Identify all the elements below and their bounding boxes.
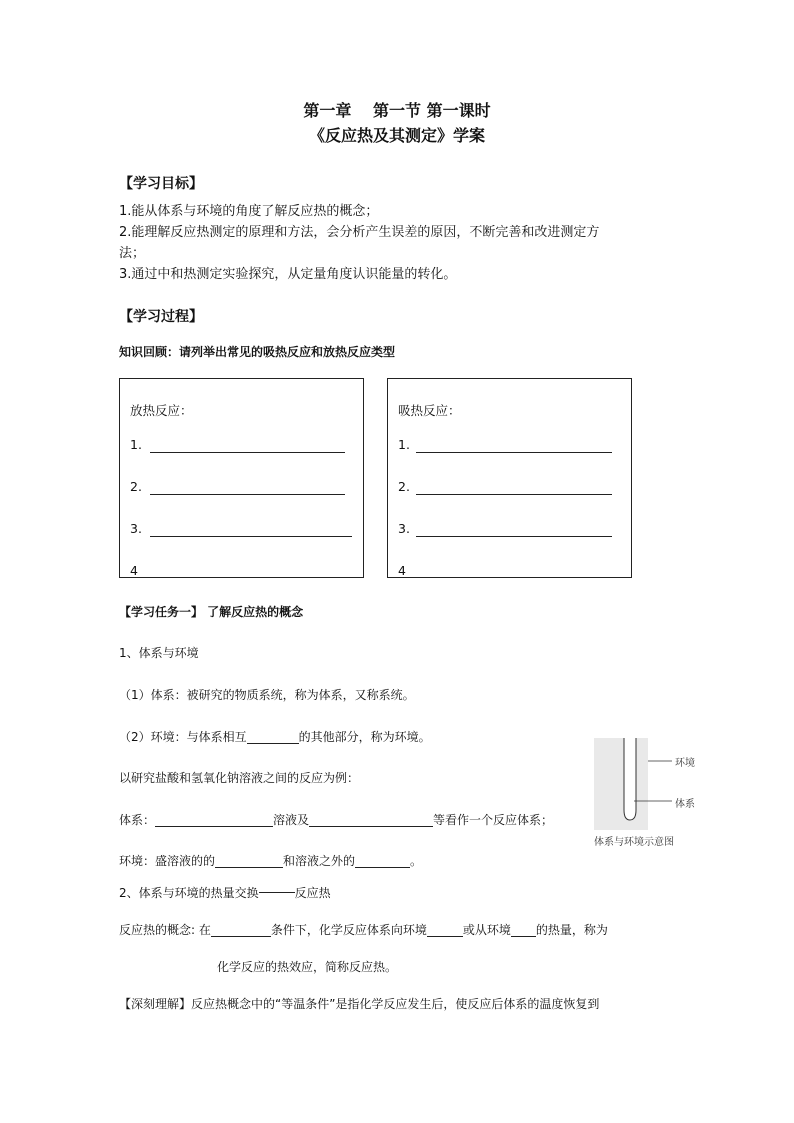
fill-blank[interactable] <box>511 922 536 937</box>
list-item-number: 3. <box>398 521 410 536</box>
endothermic-box <box>387 378 632 578</box>
text-segment: 或从环境 <box>462 923 511 937</box>
test-tube-icon <box>624 738 636 820</box>
text-segment: 2、体系与环境的热量交换 <box>119 886 259 900</box>
text-segment: 反应热的概念: 在 <box>119 923 211 937</box>
concept-sentence <box>119 921 608 938</box>
environment-sentence <box>119 852 422 869</box>
list-item-number: 4 <box>398 563 406 578</box>
concept-sentence-cont: 化学反应的热效应，简称反应热。 <box>217 960 398 974</box>
answer-line[interactable] <box>150 452 345 453</box>
answer-line[interactable] <box>416 494 612 495</box>
system-sentence <box>119 811 553 828</box>
diagram-caption: 体系与环境示意图 <box>594 837 674 848</box>
answer-line[interactable] <box>150 536 352 537</box>
label-environment: 环境 <box>675 758 695 769</box>
exothermic-box <box>119 378 364 578</box>
process-heading: 【学习过程】 <box>119 309 203 325</box>
answer-line[interactable] <box>416 536 612 537</box>
label-system: 体系 <box>675 799 695 810</box>
fill-blank[interactable] <box>211 922 271 937</box>
text-segment: 溶液及 <box>273 813 310 827</box>
text-segment: 等看作一个反应体系； <box>433 813 554 827</box>
text-segment: 和溶液之外的 <box>283 854 356 868</box>
text-segment: 。 <box>410 854 423 868</box>
example-text: 以研究盐酸和氢氧化钠溶液之间的反应为例： <box>119 771 360 785</box>
definition-environment <box>119 728 431 745</box>
objective-item: 2.能理解反应热测定的原理和方法，会分析产生误差的原因，不断完善和改进测定方 <box>119 225 600 240</box>
text-segment: 的热量，称为 <box>535 923 608 937</box>
answer-line[interactable] <box>150 494 345 495</box>
review-prompt: 知识回顾：请列举出常见的吸热反应和放热反应类型 <box>119 345 396 359</box>
list-item-number: 4 <box>130 563 138 578</box>
fill-blank[interactable] <box>155 812 273 827</box>
task1-heading: 【学习任务一】 了解反应热的概念 <box>119 605 304 619</box>
fill-blank[interactable] <box>309 812 433 827</box>
answer-line[interactable] <box>416 452 612 453</box>
text-segment: 体系： <box>119 813 156 827</box>
objective-item: 法； <box>119 246 146 261</box>
list-item-number: 2. <box>130 479 142 494</box>
dash-rule <box>259 892 295 893</box>
system-environment-diagram <box>594 738 697 850</box>
definition-system: （1）体系：被研究的物质系统，称为体系，又称系统。 <box>119 688 415 702</box>
fill-blank[interactable] <box>427 922 463 937</box>
page-title: 第一章 第一节 第一课时 <box>303 101 491 120</box>
deep-understanding: 【深刻理解】反应热概念中的“等温条件”是指化学反应发生后，使反应后体系的温度恢复到 <box>119 997 600 1011</box>
text-segment: 条件下，化学反应体系向环境 <box>270 923 427 937</box>
list-item-number: 2. <box>398 479 410 494</box>
environment-area <box>594 738 648 830</box>
subsection-title-2 <box>119 884 331 901</box>
page-subtitle: 《反应热及其测定》学案 <box>308 126 485 145</box>
list-item-number: 1. <box>130 437 142 452</box>
fill-blank[interactable] <box>355 853 410 868</box>
text-segment: （2）环境：与体系相互 <box>119 730 247 744</box>
objective-item: 3.通过中和热测定实验探究，从定量角度认识能量的转化。 <box>119 267 457 282</box>
text-segment: 的其他部分，称为环境。 <box>298 730 431 744</box>
box-title: 放热反应： <box>130 403 193 418</box>
text-segment: 环境：盛溶液的的 <box>119 854 216 868</box>
fill-blank[interactable] <box>247 729 299 744</box>
box-title: 吸热反应： <box>398 403 461 418</box>
list-item-number: 1. <box>398 437 410 452</box>
objectives-heading: 【学习目标】 <box>119 176 203 192</box>
fill-blank[interactable] <box>215 853 283 868</box>
text-segment: 反应热 <box>294 886 331 900</box>
subsection-title: 1、体系与环境 <box>119 646 199 660</box>
objective-item: 1.能从体系与环境的角度了解反应热的概念； <box>119 204 379 219</box>
list-item-number: 3. <box>130 521 142 536</box>
